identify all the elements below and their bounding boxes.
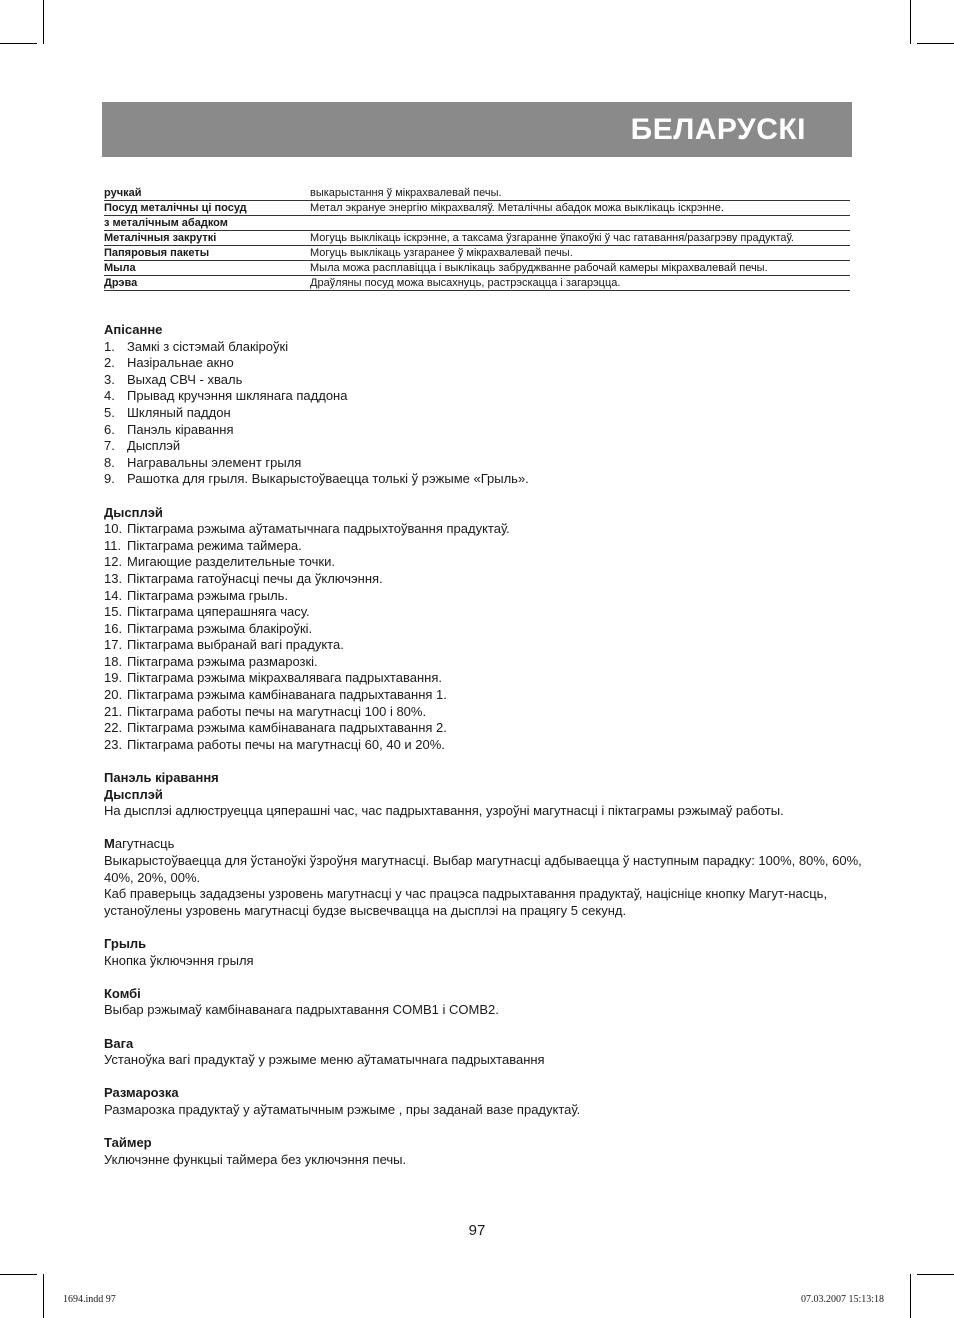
item-text: Панэль кіравання: [127, 421, 234, 437]
grill-heading: Грыль: [104, 935, 147, 951]
item-text: Піктаграма рэжыма камбінаванага падрыхтавання 2.: [127, 720, 447, 736]
list-item: [104, 654, 864, 671]
power-text-2: Каб праверыць зададзены узровень магутнасці у час працэса падрыхтавання прадуктаў, націсніце кнопку Магут-насць, устаноўлены узровень магутнасці будзе высвечвацца на дысплэі на працягу 5 секунд.: [104, 886, 828, 918]
crop-mark: [917, 43, 954, 44]
list-item: [104, 355, 864, 372]
table-row-label: Папяровыя пакеты: [104, 247, 210, 259]
item-number: 19.: [104, 670, 123, 686]
item-number: 7.: [104, 438, 115, 454]
table-row-label: Металічныя закруткі: [104, 232, 217, 244]
section-banner: [102, 102, 852, 157]
crop-mark: [0, 1274, 37, 1275]
item-number: 3.: [104, 371, 115, 387]
list-item: [104, 571, 864, 588]
item-text: Прывад кручэння шклянага паддона: [127, 388, 348, 404]
table-row-text: Метал экрануе энергію мікрахваляў. Металічны абадок можа выклікаць іскрэнне.: [310, 202, 724, 214]
item-number: 12.: [104, 554, 123, 570]
power-heading-initial: М: [104, 836, 115, 852]
item-text: Рашотка для грыля. Выкарыстоўваецца толькі ў рэжыме «Грыль».: [127, 471, 529, 487]
item-text: Назіральнае акно: [127, 355, 234, 371]
combi-heading: Комбі: [104, 985, 141, 1001]
table-row-text: [310, 216, 850, 230]
table-row: [104, 261, 850, 276]
list-item: [104, 405, 864, 422]
item-number: 1.: [104, 338, 115, 354]
item-number: 18.: [104, 653, 123, 669]
list-item: [104, 455, 864, 472]
list-item: [104, 687, 864, 704]
item-text: Піктаграма гатоўнасці печы да ўключэння.: [127, 570, 383, 586]
list-item: [104, 538, 864, 555]
defrost-text: Размарозка прадуктаў у аўтаматычным рэжыме , пры заданай вазе прадуктаў.: [104, 1101, 581, 1117]
table-row-text: выкарыстання ў мікрахвалевай печы.: [310, 187, 502, 199]
timer-text: Уключэнне функцыі таймера без уключэння печы.: [104, 1151, 407, 1167]
item-text: Дысплэй: [127, 438, 181, 454]
table-row: [104, 231, 850, 246]
section-title: БЕЛАРУСКІ: [630, 113, 806, 146]
item-text: Шкляный паддон: [127, 404, 231, 420]
table-row-label: Дрэва: [104, 277, 138, 289]
list-item: [104, 737, 864, 754]
item-number: 4.: [104, 388, 115, 404]
crop-mark: [0, 43, 37, 44]
crop-mark: [910, 0, 911, 44]
description-heading: Апісанне: [104, 322, 163, 337]
item-text: Піктаграма рэжыма мікрахвалявага падрыхтавання.: [127, 670, 442, 686]
list-item: [104, 471, 864, 488]
item-number: 15.: [104, 604, 123, 620]
item-text: Піктаграма рэжыма размарозкі.: [127, 653, 318, 669]
table-row: [104, 216, 850, 231]
item-number: 20.: [104, 687, 123, 703]
crop-mark: [43, 0, 44, 44]
table-row: [104, 201, 850, 216]
item-number: 5.: [104, 404, 115, 420]
table-row-text: Мыла можа расплавіцца і выклікаць забруджванне рабочай камеры мікрахвалевай печы.: [310, 262, 768, 274]
item-number: 23.: [104, 736, 123, 752]
item-text: Піктаграма режима таймера.: [127, 537, 302, 553]
item-text: Награвальны элемент грыля: [127, 454, 302, 470]
item-number: 9.: [104, 471, 115, 487]
crop-mark: [43, 1274, 44, 1318]
item-number: 2.: [104, 355, 115, 371]
table-row: [104, 246, 850, 261]
power-heading: [104, 836, 864, 853]
description-list: [104, 339, 864, 488]
list-item: [104, 521, 864, 538]
control-panel-heading: Панэль кіравання: [104, 770, 219, 786]
item-number: 6.: [104, 421, 115, 437]
weight-text: Устаноўка вагі прадуктаў у рэжыме меню аўтаматычнага падрыхтавання: [104, 1052, 545, 1068]
list-item: [104, 720, 864, 737]
table-row-label: Мыла: [104, 262, 136, 274]
materials-table: [104, 186, 850, 291]
item-text: Піктаграма рэжыма камбінаванага падрыхтавання 1.: [127, 687, 447, 703]
item-text: Піктаграма работы печы на магутнасці 60, 40 и 20%.: [127, 736, 445, 752]
item-text: Мигающие разделительные точки.: [127, 554, 335, 570]
defrost-heading: Размарозка: [104, 1085, 179, 1101]
list-item: [104, 637, 864, 654]
list-item: [104, 422, 864, 439]
footer-timestamp: 07.03.2007 15:13:18: [800, 1294, 884, 1305]
timer-heading: Таймер: [104, 1135, 152, 1151]
item-text: Піктаграма рэжыма аўтаматычнага падрыхтоўвання прадуктаў.: [127, 521, 510, 537]
list-item: [104, 704, 864, 721]
control-display-heading: Дысплэй: [104, 786, 163, 802]
item-number: 8.: [104, 454, 115, 470]
item-text: Піктаграма работы печы на магутнасці 100 і 80%.: [127, 703, 427, 719]
item-number: 21.: [104, 703, 123, 719]
main-content: [104, 322, 864, 1168]
crop-mark: [910, 1274, 911, 1318]
grill-text: Кнопка ўключэння грыля: [104, 952, 254, 968]
item-text: Піктаграма цяперашняга часу.: [127, 604, 310, 620]
item-text: Піктаграма выбранай вагі прадукта.: [127, 637, 344, 653]
table-row-text: Могуць выклікаць узгаранее ў мікрахвалевай печы.: [310, 247, 573, 259]
list-item: [104, 554, 864, 571]
item-text: Піктаграма рэжыма блакіроўкі.: [127, 620, 313, 636]
item-number: 22.: [104, 720, 123, 736]
list-item: [104, 372, 864, 389]
list-item: [104, 604, 864, 621]
list-item: [104, 670, 864, 687]
display-list: [104, 521, 864, 753]
footer-file-info: 1694.indd 97: [63, 1294, 116, 1305]
table-row-text: Драўляны посуд можа высахнуць, растрэскацца і загарэцца.: [310, 277, 621, 289]
item-number: 14.: [104, 587, 123, 603]
page-number: 97: [468, 1222, 486, 1239]
crop-mark: [917, 1274, 954, 1275]
control-display-text: На дысплэі адлюструецца цяперашні час, час падрыхтавання, узроўні магутнасці і піктаграмы рэжымаў работы.: [104, 803, 784, 819]
list-item: [104, 588, 864, 605]
table-row: [104, 276, 850, 291]
item-number: 16.: [104, 620, 123, 636]
item-text: Замкі з сістэмай блакіроўкі: [127, 338, 289, 354]
power-heading-rest: агутнасць: [114, 836, 175, 852]
item-text: Выхад СВЧ - хваль: [127, 371, 243, 387]
power-text-1: Выкарыстоўваецца для ўстаноўкі ўзроўня магутнасці. Выбар магутнасці адбываецца ў наступным парадку: 100%, 80%, 60%, 40%, 20%, 00%.: [104, 853, 862, 885]
display-heading: Дысплэй: [104, 504, 163, 520]
list-item: [104, 339, 864, 356]
combi-text: Выбар рэжымаў камбінаванага падрыхтавання COMB1 і COMB2.: [104, 1002, 499, 1018]
table-row-label: Посуд металічны ці посуд: [104, 202, 247, 214]
item-number: 17.: [104, 637, 123, 653]
table-row: [104, 186, 850, 201]
table-row-label: з металічным абадком: [104, 217, 228, 229]
list-item: [104, 388, 864, 405]
item-number: 11.: [104, 537, 122, 553]
table-row-text: Могуць выклікаць іскрэнне, а таксама ўзгаранне ўпакоўкі ў час гатавання/разагрэву прадуктаў.: [310, 232, 794, 244]
weight-heading: Вага: [104, 1035, 134, 1051]
list-item: [104, 621, 864, 638]
item-number: 13.: [104, 570, 123, 586]
item-text: Піктаграма рэжыма грыль.: [127, 587, 289, 603]
list-item: [104, 438, 864, 455]
table-row-label: ручкай: [104, 187, 142, 199]
item-number: 10.: [104, 521, 123, 537]
